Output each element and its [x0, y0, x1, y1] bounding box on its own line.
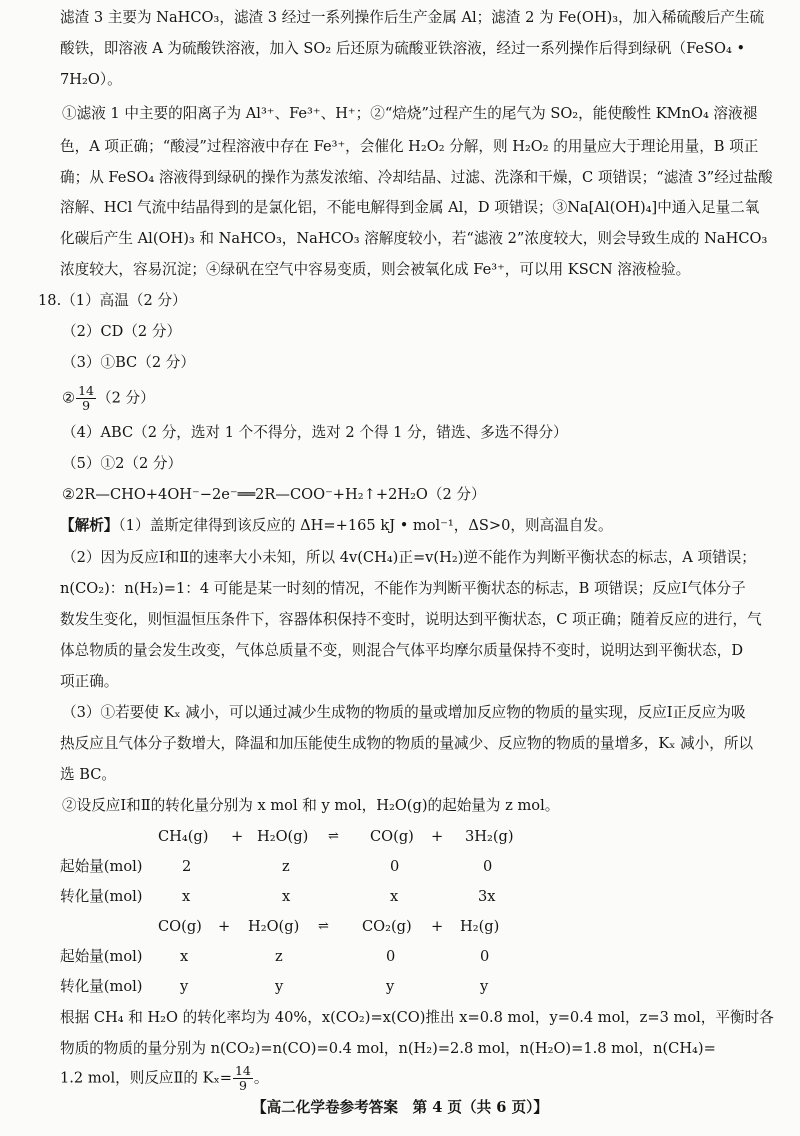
table-cell: 0: [390, 858, 400, 875]
equation-row-1: [0, 827, 800, 847]
analysis-label: 【解析】: [60, 517, 119, 534]
species: CO(g): [370, 828, 414, 845]
answer-2: （2）CD（2 分）: [62, 323, 182, 340]
score-note: （2 分）: [97, 389, 155, 407]
plus-sign: +: [231, 828, 244, 845]
row-label: 转化量(mol): [60, 888, 143, 905]
fraction-denominator: 9: [82, 398, 91, 413]
paragraph-line: （3）①若要使 Kₓ 减小，可以通过减少生成物的物质的量或增加反应物的物质的量实现，反应Ⅰ正反应为吸: [62, 704, 746, 721]
table-row: [0, 947, 800, 967]
table-cell: y: [275, 978, 284, 995]
row-label: 起始量(mol): [60, 948, 143, 965]
table-cell: y: [180, 978, 189, 995]
species: CO(g): [158, 918, 202, 935]
page-footer: 【高二化学卷参考答案 第 4 页（共 6 页）】: [251, 1099, 549, 1116]
paragraph-line: 体总物质的量会发生改变，气体总质量不变，则混合气体平均摩尔质量保持不变时，说明达到平衡状态，D: [60, 642, 744, 659]
equation-row-2: [0, 917, 800, 937]
species: CH₄(g): [158, 828, 209, 845]
table-cell: 2: [182, 858, 192, 875]
paragraph-line: 数发生变化，则恒温恒压条件下，容器体积保持不变时，说明达到平衡状态，C 项正确；随着反应的进行，气: [60, 611, 762, 628]
species: H₂O(g): [248, 918, 300, 935]
paragraph-line: 浓度较大，容易沉淀；④绿矾在空气中容易变质，则会被氧化成 Fe³⁺，可以用 KSCN 溶液检验。: [60, 261, 691, 278]
table-cell: x: [182, 888, 191, 905]
fraction: [76, 384, 96, 413]
species: H₂(g): [460, 918, 500, 935]
species: H₂O(g): [257, 828, 309, 845]
paragraph-line: （2）因为反应Ⅰ和Ⅱ的速率大小未知，所以 4v(CH₄)正=v(H₂)逆不能作为判断平衡状态的标志，A 项错误；: [62, 549, 756, 566]
circled-number: ②: [62, 389, 76, 407]
paragraph-line: 物质的物质的量分别为 n(CO₂)=n(CO)=0.4 mol，n(H₂)=2.8 mol，n(H₂O)=1.8 mol，n(CH₄)=: [60, 1040, 716, 1057]
paragraph-line: n(CO₂)：n(H₂)=1：4 可能是某一时刻的情况，不能作为判断平衡状态的标志，B 项错误；反应Ⅰ气体分子: [60, 580, 746, 597]
paragraph-line: 化碳后产生 Al(OH)₃ 和 NaHCO₃，NaHCO₃ 溶解度较小，若“滤液 2”浓度较大，则会导致生成的 NaHCO₃: [60, 230, 768, 247]
table-row: [0, 857, 800, 877]
table-cell: 0: [483, 858, 493, 875]
fraction-denominator: 9: [238, 1078, 247, 1093]
table-cell: z: [282, 858, 290, 875]
table-row: [0, 977, 800, 997]
plus-sign: +: [431, 828, 444, 845]
question-18-answer-1: 18.（1）高温（2 分）: [38, 292, 187, 309]
row-label: 起始量(mol): [60, 858, 143, 875]
table-cell: 3x: [478, 888, 496, 905]
table-cell: 0: [480, 948, 490, 965]
calc-text: 1.2 mol，则反应Ⅱ的 Kₓ=: [60, 1069, 232, 1087]
answer-5-2: ②2R—CHO+4OH⁻−2e⁻══2R—COO⁻+H₂↑+2H₂O（2 分）: [62, 486, 486, 503]
answer-4: （4）ABC（2 分，选对 1 个不得分，选对 2 个得 1 分，错选、多选不得分）: [62, 424, 568, 441]
fraction-numerator: 14: [234, 1063, 251, 1078]
fraction-numerator: 14: [78, 383, 94, 398]
table-cell: y: [386, 978, 395, 995]
table-row: [0, 887, 800, 907]
paragraph-line: 溶解、HCl 气流中结晶得到的是氯化铝，不能电解得到金属 Al，D 项错误；③Na[Al(OH)₄]中通入足量二氧: [60, 199, 760, 216]
fraction: [233, 1064, 253, 1093]
calc-text: 。: [253, 1069, 269, 1087]
table-cell: z: [275, 948, 283, 965]
row-label: 转化量(mol): [60, 978, 143, 995]
equilibrium-arrow: ⇌: [318, 919, 329, 934]
answer-3-1: （3）①BC（2 分）: [62, 354, 195, 371]
species: 3H₂(g): [465, 828, 514, 845]
paragraph-line: 确；从 FeSO₄ 溶液得到绿矾的操作为蒸发浓缩、冷却结晶、过滤、洗涤和干燥，C 项错误；“滤渣 3”经过盐酸: [60, 169, 773, 186]
answer-5-1: （5）①2（2 分）: [62, 455, 183, 472]
table-cell: 0: [386, 948, 396, 965]
paragraph-line: 滤渣 3 主要为 NaHCO₃，滤渣 3 经过一系列操作后生产金属 Al；滤渣 2 为 Fe(OH)₃，加入稀硫酸后产生硫: [60, 9, 765, 26]
analysis-text: （1）盖斯定律得到该反应的 ΔH=+165 kJ • mol⁻¹，ΔS>0，则高温自发。: [118, 517, 613, 534]
table-cell: x: [180, 948, 189, 965]
paragraph-line: [60, 1064, 772, 1093]
paragraph-line: 热反应且气体分子数增大，降温和加压能使生成物的物质的量减少、反应物的物质的量增多，Kₓ 减小，所以: [60, 735, 754, 752]
plus-sign: +: [218, 918, 231, 935]
paragraph-line: 根据 CH₄ 和 H₂O 的转化率均为 40%，x(CO₂)=x(CO)推出 x=0.8 mol，y=0.4 mol，z=3 mol，平衡时各: [60, 1009, 774, 1026]
analysis-line-1: [60, 516, 772, 536]
paragraph-line: ②设反应Ⅰ和Ⅱ的转化量分别为 x mol 和 y mol，H₂O(g)的起始量为 z mol。: [62, 797, 560, 814]
species: CO₂(g): [362, 918, 412, 935]
paragraph-line: 项正确。: [60, 673, 119, 690]
table-cell: x: [390, 888, 399, 905]
paragraph-line: 选 BC。: [60, 766, 116, 783]
equilibrium-arrow: ⇌: [328, 829, 339, 844]
plus-sign: +: [431, 918, 444, 935]
answer-3-2: [62, 384, 774, 413]
paragraph-line: ①滤液 1 中主要的阳离子为 Al³⁺、Fe³⁺、H⁺；②“焙烧”过程产生的尾气为 SO₂，能使酸性 KMnO₄ 溶液褪: [62, 105, 758, 122]
paragraph-line: 7H₂O）。: [60, 71, 122, 88]
table-cell: y: [480, 978, 489, 995]
paragraph-line: 酸铁，即溶液 A 为硫酸铁溶液，加入 SO₂ 后还原为硫酸亚铁溶液，经过一系列操作后得到绿矾（FeSO₄ •: [60, 40, 746, 57]
paragraph-line: 色，A 项正确；“酸浸”过程溶液中存在 Fe³⁺，会催化 H₂O₂ 分解，则 H₂O₂ 的用量应大于理论用量，B 项正: [60, 138, 759, 155]
table-cell: x: [282, 888, 291, 905]
